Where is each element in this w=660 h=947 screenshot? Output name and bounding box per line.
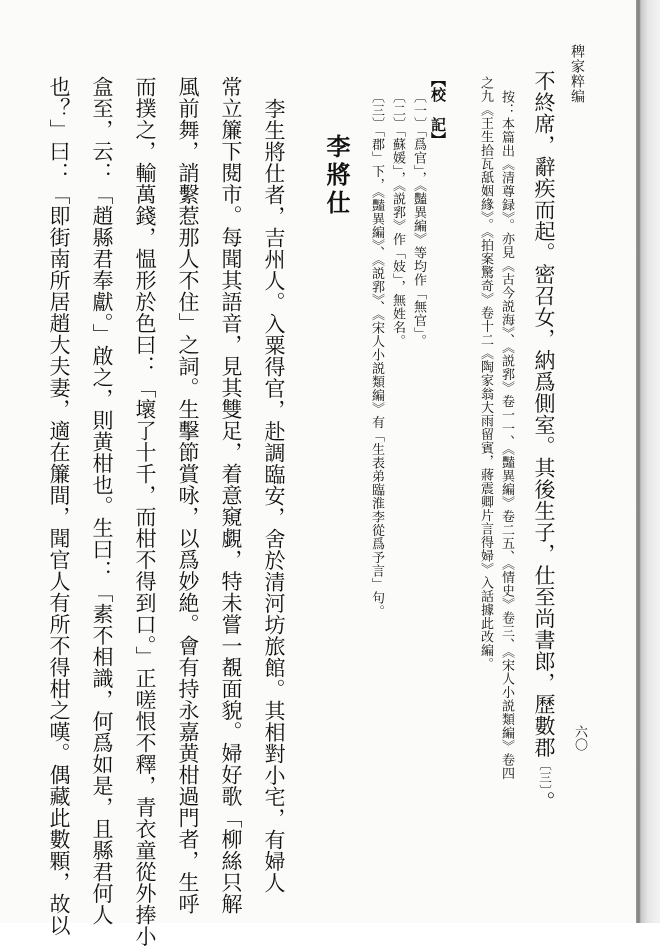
collation-heading: 【校 記】: [429, 72, 447, 147]
prev-story-note-line: 之九《王生拾瓦舐姻緣》。《拍案驚奇》卷十二《陶家翁大雨留賓，蔣震卿片言得婦》入話據此改編。: [478, 76, 493, 671]
prev-story-tail-text: 不終席，辭疾而起。密召女，納爲側室。其後生子，仕至尚書郎，歷數郡: [532, 70, 556, 758]
collation-note: 〔二〕「蘇媛」，《説郛》作「妓」，無姓名。: [390, 90, 405, 348]
collation-note: 〔一〕「爲官」，《豔異編》等均作「無官」。: [411, 90, 426, 348]
story-line: 盒至，云：「趙縣君奉獻。」啟之，則黄柑也。生曰：「素不相識，何爲如是，且縣君何人: [90, 76, 114, 926]
collation-note: 〔三〕「郡」下，《豔異編》、《説郛》、《宋人小説類編》有「生表弟臨淮李從爲予言」句。: [369, 90, 384, 618]
page-edge-shadow: [636, 0, 660, 923]
footnote-ref: 〔三〕: [537, 758, 552, 791]
running-head: 稗家粹编: [569, 44, 585, 104]
prev-story-note-line: 按：本篇出《清尊録》。亦見《古今説海》、《説郛》卷一一、《豔異編》卷二五、《情史》卷三、《宋人小説類編》卷四: [499, 90, 514, 780]
story-line: 也？」曰：「即街南所居趙大夫妻，適在簾間，聞官人有所不得柑之嘆。偶藏此數顆，故以: [47, 76, 71, 936]
story-line: 而撲之，輸萬錢，愠形於色曰：「壞了十千，而柑不得到口。」正嗟恨不釋，青衣童從外捧小: [133, 76, 157, 947]
story-line: 李生將仕者，吉州人。入粟得官，赴調臨安，舍於清河坊旅館。其相對小宅，有婦人: [262, 98, 286, 894]
story-line: 風前舞，誚繫惹那人不住」之詞。生擊節賞咏，以爲妙絶。會有持永嘉黄柑過門者，生呼: [176, 76, 200, 915]
prev-story-tail-end: 。: [532, 791, 556, 813]
page-number: 六〇: [572, 725, 587, 751]
story-line: 常立簾下閱市。每聞其語音，見其雙足，着意窺覷，特未嘗一覩面貌。婦好歌「柳絲只解: [219, 76, 243, 915]
story-title: 李將仕: [322, 134, 350, 218]
prev-story-tail-line: [533, 70, 554, 813]
